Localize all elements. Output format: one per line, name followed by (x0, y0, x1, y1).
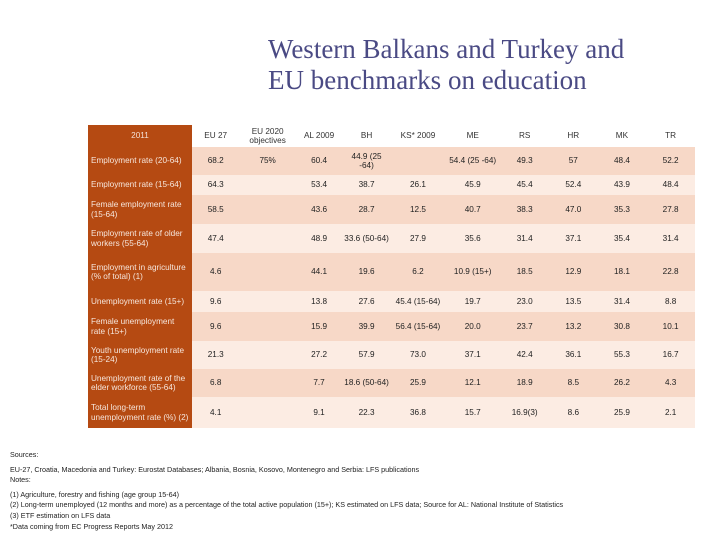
table-cell: 75% (239, 147, 295, 175)
table-cell: 15.7 (445, 397, 500, 428)
table-cell: 37.1 (445, 341, 500, 369)
table-cell (239, 224, 295, 253)
table-cell: 55.3 (598, 341, 647, 369)
table-cell: 25.9 (598, 397, 647, 428)
table-cell: 48.4 (646, 175, 695, 195)
table-cell: 4.6 (192, 253, 240, 291)
table-cell: 27.6 (342, 291, 391, 312)
note-1: (1) Agriculture, forestry and fishing (age group 15-64) (10, 489, 179, 499)
page-title (268, 34, 708, 96)
table-cell (239, 175, 295, 195)
table-cell: 44.9 (25 -64) (342, 147, 391, 175)
table-cell: 57.9 (342, 341, 391, 369)
header-me: ME (445, 125, 500, 147)
table-cell: 10.1 (646, 312, 695, 341)
table-cell (239, 253, 295, 291)
header-tr: TR (646, 125, 695, 147)
table-cell: 58.5 (192, 195, 240, 224)
table-header-row (88, 125, 695, 147)
table-cell (239, 341, 295, 369)
table-cell: 31.4 (598, 291, 647, 312)
title-line-1: Western Balkans and Turkey and (268, 34, 625, 64)
note-4: *Data coming from EC Progress Reports May 2012 (10, 521, 173, 531)
table-cell: 10.9 (15+) (445, 253, 500, 291)
header-eu2020: EU 2020 objectives (239, 125, 295, 147)
table-cell: 16.7 (646, 341, 695, 369)
table-cell: 2.1 (646, 397, 695, 428)
table-cell: 13.8 (296, 291, 342, 312)
table-cell: 6.2 (391, 253, 445, 291)
table-row (88, 253, 695, 291)
table-cell: 9.6 (192, 312, 240, 341)
table-cell: 22.3 (342, 397, 391, 428)
table-cell: 38.3 (500, 195, 549, 224)
table-cell: 16.9(3) (500, 397, 549, 428)
table-cell: 44.1 (296, 253, 342, 291)
table-cell: 18.5 (500, 253, 549, 291)
footnotes (10, 450, 710, 532)
table-cell: 26.1 (391, 175, 445, 195)
table-cell: 36.1 (549, 341, 598, 369)
table-cell: 42.4 (500, 341, 549, 369)
row-label: Female unemployment rate (15+) (88, 312, 192, 341)
row-label: Employment rate (20-64) (88, 147, 192, 175)
table-cell: 49.3 (500, 147, 549, 175)
table-cell (239, 291, 295, 312)
table-cell: 52.4 (549, 175, 598, 195)
table-cell: 12.1 (445, 369, 500, 397)
notes-heading: Notes: (10, 475, 31, 485)
table-row (88, 224, 695, 253)
table-cell: 8.8 (646, 291, 695, 312)
table-cell: 7.7 (296, 369, 342, 397)
table-row (88, 175, 695, 195)
table-cell: 4.1 (192, 397, 240, 428)
row-label: Employment rate (15-64) (88, 175, 192, 195)
table-cell: 27.8 (646, 195, 695, 224)
table-cell: 38.7 (342, 175, 391, 195)
header-hr: HR (549, 125, 598, 147)
table-cell: 21.3 (192, 341, 240, 369)
header-year: 2011 (88, 125, 192, 147)
table-cell: 25.9 (391, 369, 445, 397)
table-cell (239, 312, 295, 341)
sources-heading: Sources: (10, 450, 39, 459)
header-al: AL 2009 (296, 125, 342, 147)
table-cell: 27.9 (391, 224, 445, 253)
table-cell (239, 195, 295, 224)
table-cell: 18.1 (598, 253, 647, 291)
table-cell: 37.1 (549, 224, 598, 253)
table-cell: 48.4 (598, 147, 647, 175)
table-cell: 35.4 (598, 224, 647, 253)
table-cell: 20.0 (445, 312, 500, 341)
table-cell: 43.9 (598, 175, 647, 195)
table-cell: 19.6 (342, 253, 391, 291)
table-cell (391, 147, 445, 175)
table-cell: 54.4 (25 -64) (445, 147, 500, 175)
row-label: Unemployment rate (15+) (88, 291, 192, 312)
table-cell: 64.3 (192, 175, 240, 195)
row-label: Female employment rate (15-64) (88, 195, 192, 224)
table-cell: 56.4 (15-64) (391, 312, 445, 341)
table-cell: 23.7 (500, 312, 549, 341)
table-cell: 47.0 (549, 195, 598, 224)
table-row (88, 147, 695, 175)
table-cell: 53.4 (296, 175, 342, 195)
table-cell: 40.7 (445, 195, 500, 224)
table-cell: 31.4 (646, 224, 695, 253)
table-cell: 45.4 (500, 175, 549, 195)
table-cell: 48.9 (296, 224, 342, 253)
table-row (88, 369, 695, 397)
title-line-2: EU benchmarks on education (268, 65, 587, 95)
table-cell: 35.3 (598, 195, 647, 224)
table-cell: 36.8 (391, 397, 445, 428)
table-cell: 12.9 (549, 253, 598, 291)
table-cell: 33.6 (50-64) (342, 224, 391, 253)
header-ks: KS* 2009 (391, 125, 445, 147)
table-cell: 22.8 (646, 253, 695, 291)
table-cell: 13.2 (549, 312, 598, 341)
table-cell: 68.2 (192, 147, 240, 175)
row-label: Employment rate of older workers (55-64) (88, 224, 192, 253)
header-eu27: EU 27 (192, 125, 240, 147)
table-row (88, 341, 695, 369)
table-cell: 57 (549, 147, 598, 175)
table-cell: 13.5 (549, 291, 598, 312)
table-cell: 8.6 (549, 397, 598, 428)
table-body (88, 147, 695, 428)
table-cell (239, 369, 295, 397)
sources-text: EU-27, Croatia, Macedonia and Turkey: Eurostat Databases; Albania, Bosnia, Kosovo, Montenegro and Serbia: LFS publications (10, 464, 420, 474)
table-row (88, 195, 695, 224)
table-cell: 18.9 (500, 369, 549, 397)
table-cell: 9.6 (192, 291, 240, 312)
table-cell: 52.2 (646, 147, 695, 175)
table-row (88, 291, 695, 312)
table-row (88, 397, 695, 428)
table-cell: 23.0 (500, 291, 549, 312)
header-bh: BH (342, 125, 391, 147)
note-2: (2) Long-term unemployed (12 months and more) as a percentage of the total active population (15+); KS estimated on LFS data; Source for AL: National Institute of Statistics (10, 500, 564, 510)
table-cell: 45.4 (15-64) (391, 291, 445, 312)
table-cell: 26.2 (598, 369, 647, 397)
table-cell: 27.2 (296, 341, 342, 369)
note-3: (3) ETF estimation on LFS data (10, 510, 111, 520)
table-cell: 73.0 (391, 341, 445, 369)
row-label: Total long-term unemployment rate (%) (2) (88, 397, 192, 428)
table-cell: 31.4 (500, 224, 549, 253)
table-cell: 6.8 (192, 369, 240, 397)
table-cell: 28.7 (342, 195, 391, 224)
row-label: Youth unemployment rate (15-24) (88, 341, 192, 369)
table-cell: 30.8 (598, 312, 647, 341)
header-rs: RS (500, 125, 549, 147)
table-cell: 39.9 (342, 312, 391, 341)
table-cell: 45.9 (445, 175, 500, 195)
header-mk: MK (598, 125, 647, 147)
table-cell: 19.7 (445, 291, 500, 312)
table-cell: 35.6 (445, 224, 500, 253)
table-row (88, 312, 695, 341)
table-cell: 18.6 (50-64) (342, 369, 391, 397)
table-cell: 12.5 (391, 195, 445, 224)
table-cell: 15.9 (296, 312, 342, 341)
row-label: Employment in agriculture (% of total) (1) (88, 253, 192, 291)
data-table (88, 125, 695, 428)
table-cell (239, 397, 295, 428)
table-cell: 4.3 (646, 369, 695, 397)
row-label: Unemployment rate of the elder workforce (55-64) (88, 369, 192, 397)
table-cell: 43.6 (296, 195, 342, 224)
table-cell: 47.4 (192, 224, 240, 253)
table-cell: 60.4 (296, 147, 342, 175)
table-cell: 9.1 (296, 397, 342, 428)
table-cell: 8.5 (549, 369, 598, 397)
